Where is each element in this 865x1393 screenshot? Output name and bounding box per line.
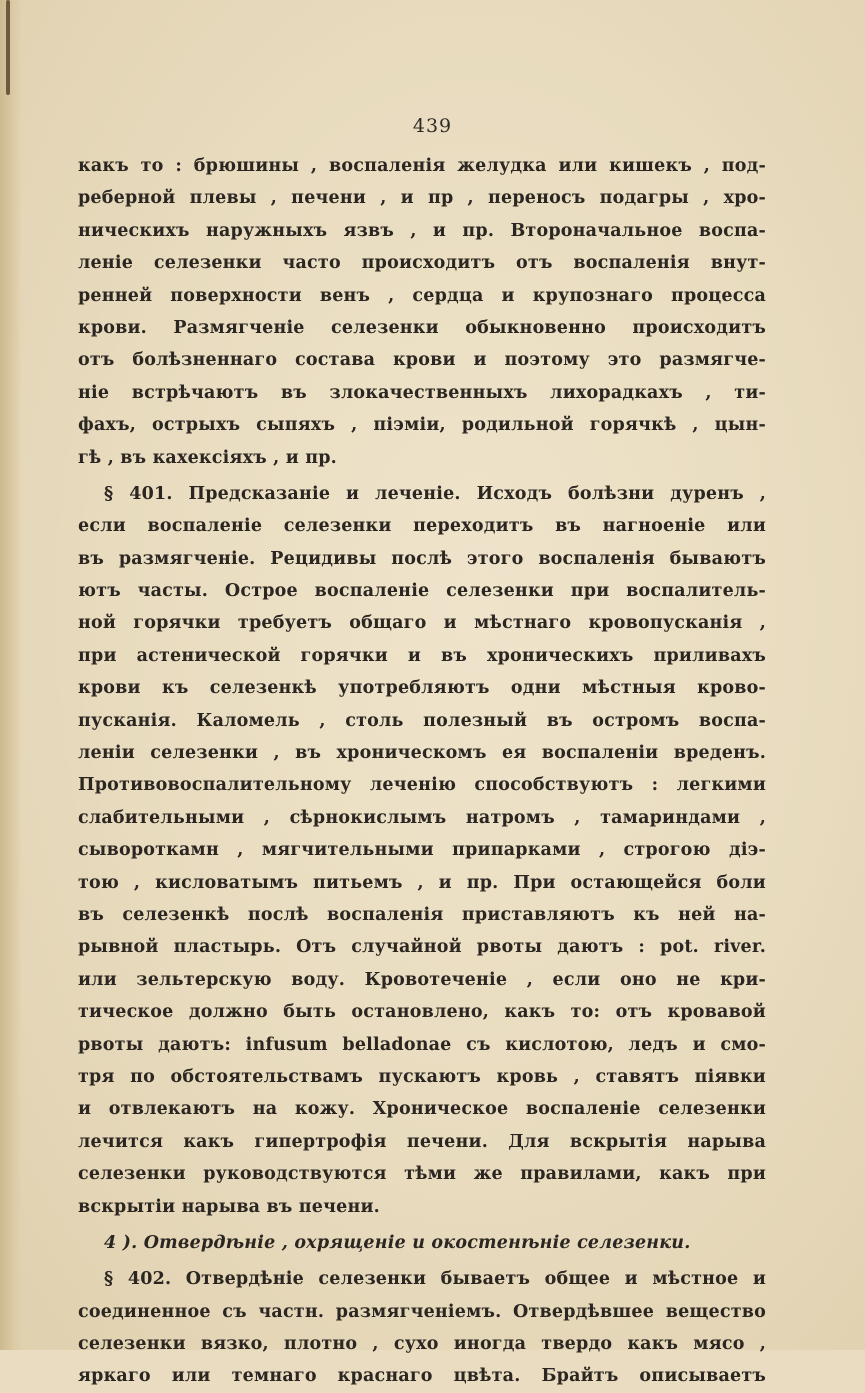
text-line: вскрытіи нарыва въ печени. bbox=[78, 1196, 380, 1217]
section-heading: 4 ). Отвердѣніе , охрященіе и окостенѣніе селезенки. bbox=[104, 1232, 691, 1253]
text-line: соединенное съ частн. размягченіемъ. Отвердѣвшее вещество bbox=[78, 1301, 766, 1322]
page-number: 439 bbox=[412, 115, 453, 137]
text-line: рвоты даютъ: infusum belladonae съ кислотою, ледъ и смо- bbox=[78, 1034, 766, 1055]
text-line: ютъ часты. Острое воспаленіе селезенки при воспалитель- bbox=[78, 581, 766, 602]
text-line: если воспаленіе селезенки переходитъ въ нагноеніе или bbox=[78, 516, 766, 537]
text-line: сывороткамн , мягчительными припарками , строгою діэ- bbox=[78, 840, 766, 861]
text-line: или зельтерскую воду. Кровотеченіе , если оно не кри- bbox=[78, 969, 766, 990]
text-line: какъ то : брюшины , воспаленія желудка или кишекъ , под- bbox=[78, 156, 766, 176]
text-line: тою , кисловатымъ питьемъ , и пр. При остающейся боли bbox=[78, 872, 766, 893]
text-line: въ размягченіе. Рецидивы послѣ этого воспаленія бываютъ bbox=[78, 548, 766, 569]
text-line: селезенки вязко, плотно , сухо иногда твердо какъ мясо , bbox=[78, 1334, 766, 1355]
text-line: леніи селезенки , въ хроническомъ ея воспаленіи вреденъ. bbox=[78, 743, 766, 764]
text-line: селезенки руководствуются тѣми же правилами, какъ при bbox=[78, 1164, 766, 1185]
text-line: фахъ, острыхъ сыпяхъ , піэміи, родильной горячкѣ , цын- bbox=[78, 415, 766, 436]
text-line: крови. Размягченіе селезенки обыкновенно происходитъ bbox=[78, 317, 766, 338]
section-401-heading-line: § 401. Предсказаніе и леченіе. Исходъ болѣзни дуренъ , bbox=[104, 483, 766, 504]
section-402-line: § 402. Отвердѣніе селезенки бываетъ общее и мѣстное и bbox=[104, 1269, 766, 1290]
text-line: отъ болѣзненнаго состава крови и поэтому это размягче- bbox=[78, 350, 766, 371]
text-line: леніе селезенки часто происходитъ отъ воспаленія внут- bbox=[78, 253, 766, 274]
text-line: Противовоспалительному леченію способствуютъ : легкими bbox=[78, 775, 766, 796]
text-line: слабительными , сѣрнокислымъ натромъ , тамариндами , bbox=[78, 807, 766, 828]
text-line: гѣ , въ кахексіяхъ , и пр. bbox=[78, 447, 337, 468]
text-line: и отвлекаютъ на кожу. Хроническое воспаленіе селезенки bbox=[78, 1099, 766, 1120]
body-text bbox=[78, 150, 766, 1393]
text-line: тическое должно быть остановлено, какъ то: отъ кровавой bbox=[78, 1002, 766, 1023]
text-line: въ селезенкѣ послѣ воспаленія приставляютъ къ ней на- bbox=[78, 904, 766, 925]
text-line: лечится какъ гипертрофія печени. Для вскрытія нарыва bbox=[78, 1131, 766, 1152]
text-line: при астенической горячки и въ хроническихъ приливахъ bbox=[78, 645, 766, 666]
text-line: ренней поверхности венъ , сердца и крупознаго процесса bbox=[78, 285, 766, 306]
text-line: пусканія. Каломель , столь полезный въ остромъ воспа- bbox=[78, 710, 766, 731]
text-line: ническихъ наружныхъ язвъ , и пр. Второначальное воспа- bbox=[78, 220, 766, 241]
binding-edge bbox=[0, 0, 22, 1350]
text-line: реберной плевы , печени , и пр , переносъ подагры , хро- bbox=[78, 188, 766, 209]
text-line: тря по обстоятельствамъ пускаютъ кровь , ставятъ піявки bbox=[78, 1066, 766, 1087]
text-line: ной горячки требуетъ общаго и мѣстнаго кровопусканія , bbox=[78, 613, 766, 634]
binding-mark bbox=[6, 0, 10, 95]
text-line: рывной пластырь. Отъ случайной рвоты даютъ : pot. river. bbox=[78, 937, 766, 958]
text-line: ніе встрѣчаютъ въ злокачественныхъ лихорадкахъ , ти- bbox=[78, 382, 766, 403]
text-line: яркаго или темнаго краснаго цвѣта. Брайтъ описываетъ bbox=[78, 1366, 766, 1387]
text-line: крови къ селезенкѣ употребляютъ одни мѣстныя крово- bbox=[78, 678, 766, 699]
